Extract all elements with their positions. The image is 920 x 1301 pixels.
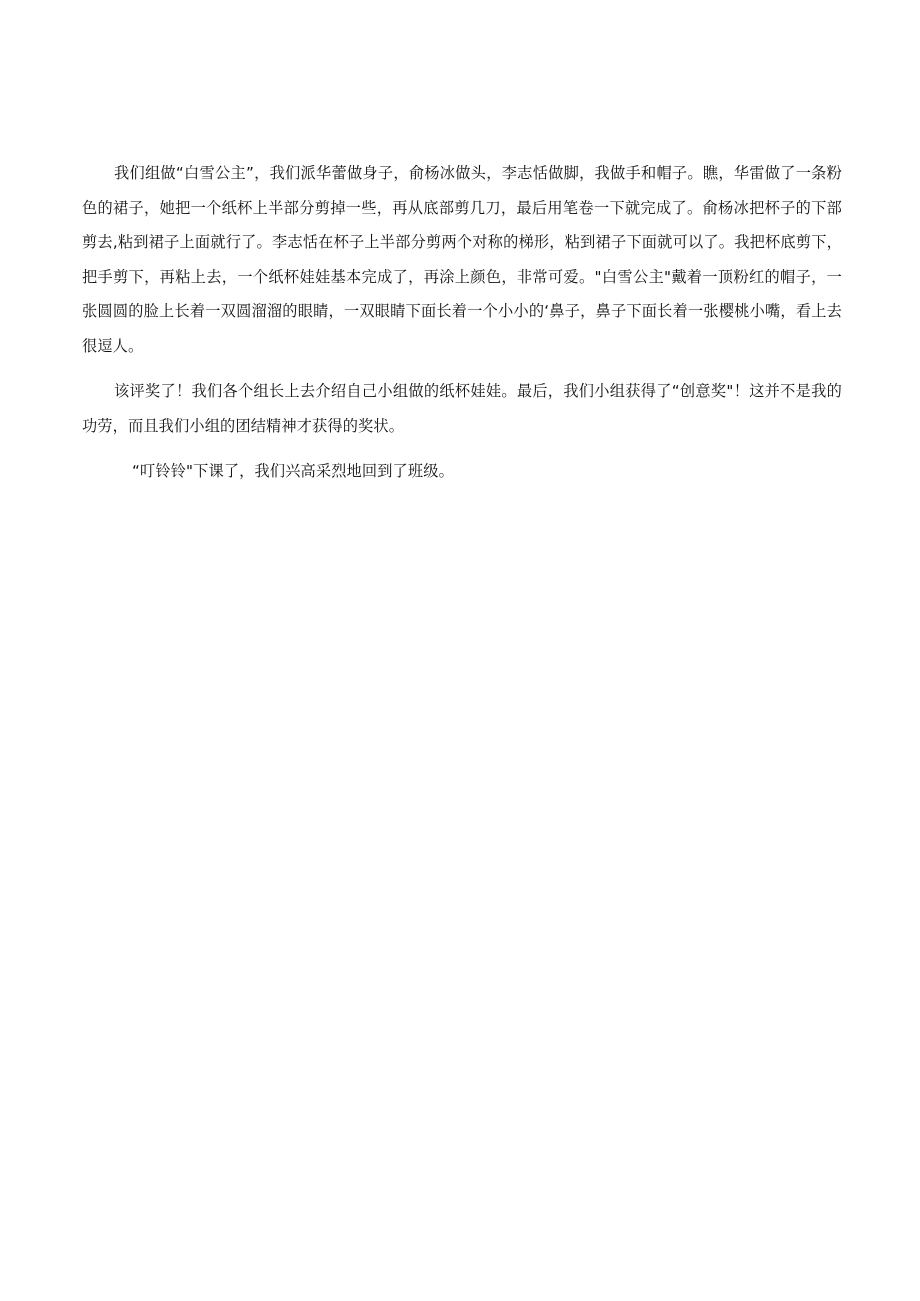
document-body — [82, 156, 842, 489]
paragraph-class-over: “叮铃铃"下课了，我们兴高采烈地回到了班级。 — [132, 462, 454, 480]
paragraph-snow-white-doll: 我们组做“白雪公主”，我们派华蕾做身子，俞杨冰做头，李志恬做脚，我做手和帽子。瞧，华雷做了一条粉色的裙子，她把一个纸杯上半部分剪掉一些，再从底部剪几刀，最后用笔卷一下就完成了。俞杨冰把杯子的下部剪去,粘到裙子上面就行了。李志恬在杯子上半部分剪两个对称的梯形，粘到裙子下面就可以了。我把杯底剪下，把手剪下，再粘上去，一个纸杯娃娃基本完成了，再涂上颜色，非常可爱。"白雪公主"戴着一顶粉红的帽子，一张圆圆的脸上长着一双圆溜溜的眼睛，一双眼睛下面长着一个小小的‘鼻子，鼻子下面长着一张樱桃小嘴，看上去很逗人。 — [82, 164, 842, 355]
paragraph-award: 该评奖了！我们各个组长上去介绍自己小组做的纸杯娃娃。最后，我们小组获得了“创意奖"！这并不是我的功劳，而且我们小组的团结精神才获得的奖状。 — [82, 382, 842, 435]
